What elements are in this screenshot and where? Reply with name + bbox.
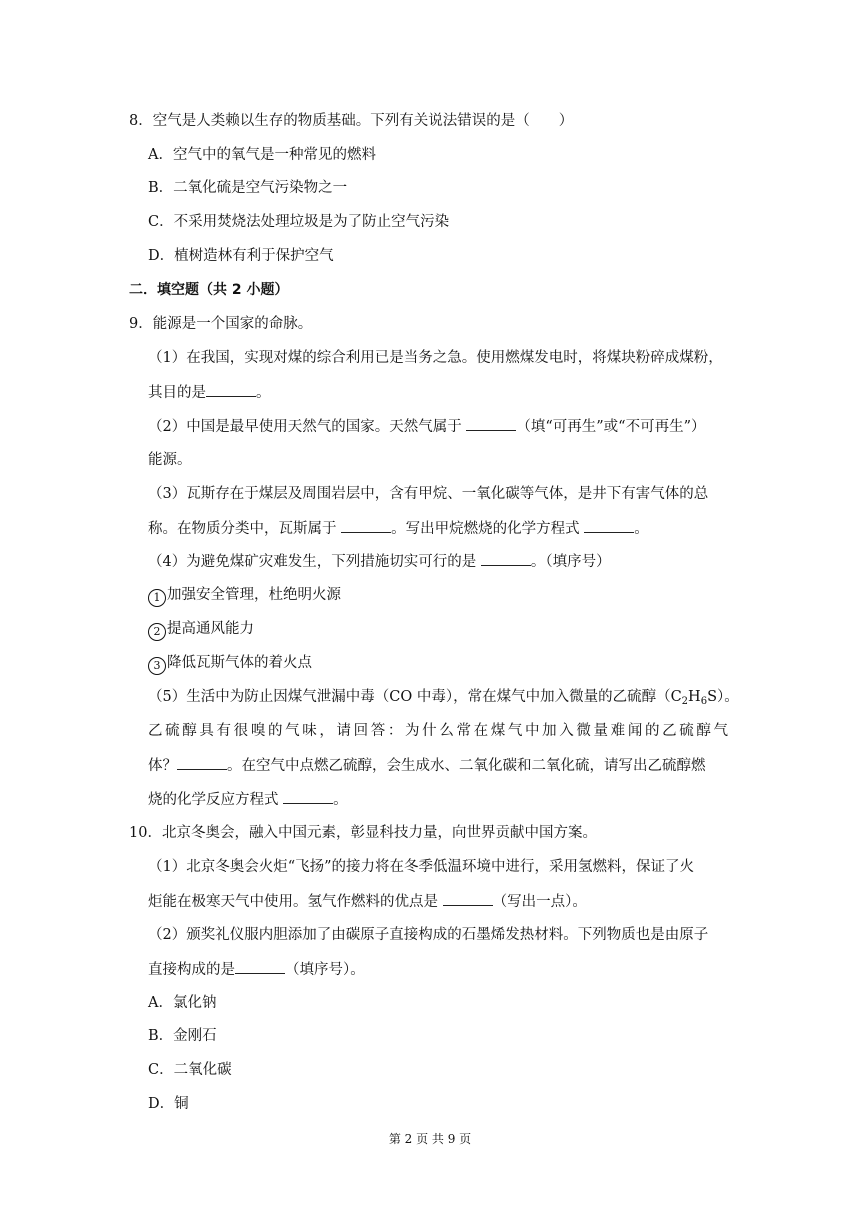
q8-option-c: C．不采用焚烧法处理垃圾是为了防止空气污染 (148, 214, 450, 230)
q10-part1-hint: （写出一点）。 (492, 894, 587, 910)
q8-option-d: D．植树造林有利于保护空气 (148, 248, 334, 264)
q9-part3-line1: （3）瓦斯存在于煤层及周围岩层中，含有甲烷、一氧化碳等气体，是井下有害气体的总 (148, 486, 709, 502)
q9-part1-answer-blank[interactable] (206, 382, 256, 397)
q9-part1-text: 其目的是 (148, 385, 206, 401)
q8-stem: 8．空气是人类赖以生存的物质基础。下列有关说法错误的是（ ） (129, 113, 574, 129)
q9-part5-text4: 烧的化学反应方程式 (148, 792, 284, 808)
q9-option-3-text: 降低瓦斯气体的着火点 (167, 655, 312, 671)
q10-part2-line1: （2）颁奖礼仪服内胆添加了由碳原子直接构成的石墨烯发热材料。下列物质也是由原子 (148, 927, 709, 943)
q9-part5-text-end: S）。 (707, 689, 739, 705)
q9-part5-line1 (148, 687, 739, 707)
q9-option-1 (148, 585, 341, 607)
circled-number-2: 2 (148, 623, 166, 641)
q10-option-c: C．二氧化碳 (148, 1062, 232, 1078)
q9-part2-line2: 能源。 (148, 452, 192, 468)
q9-part5-line2 (148, 721, 728, 741)
q9-part5-line3 (148, 755, 706, 776)
q9-part5-question: 体？ (148, 758, 177, 774)
formula-subscript-6: 6 (700, 696, 708, 707)
q9-part3-equation-blank[interactable] (584, 518, 634, 533)
q9-part2-hint: （填“可再生”或“不可再生”） (516, 419, 706, 435)
q9-part5-line2-text: 乙硫醇具有很嗅的气味，请回答：为什么常在煤气中加入微量难闻的乙硫醇气 (148, 723, 728, 739)
q9-part4-answer-blank[interactable] (481, 551, 531, 566)
q9-option-2 (148, 619, 254, 641)
q9-part4-line1 (148, 551, 611, 572)
q10-option-d: D．铜 (148, 1096, 189, 1112)
q9-part5-reason-blank[interactable] (177, 755, 227, 770)
q9-part3-text2: 。写出甲烷燃烧的化学方程式 (391, 521, 585, 537)
q9-part5-equation-blank[interactable] (283, 789, 333, 804)
q9-part3-text: 称。在物质分类中，瓦斯属于 (148, 521, 342, 537)
q10-part2-text: 直接构成的是 (148, 962, 235, 978)
q9-option-1-text: 加强安全管理，杜绝明火源 (167, 587, 341, 603)
q10-part1-line1: （1）北京冬奥会火炬“飞扬”的接力将在冬季低温环境中进行，采用氢燃料，保证了火 (148, 859, 695, 875)
formula-h: H (688, 689, 701, 705)
q9-part2-line1 (148, 416, 706, 437)
q9-part5-text3: 。在空气中点燃乙硫醇，会生成水、二氧化碳和二氧化硫，请写出乙硫醇燃 (227, 758, 706, 774)
circled-number-3: 3 (148, 657, 166, 675)
q9-part3-end: 。 (634, 521, 649, 537)
q9-part2-text: （2）中国是最早使用天然气的国家。天然气属于 (148, 419, 467, 435)
q9-part3-classification-blank[interactable] (341, 518, 391, 533)
q9-part2-answer-blank[interactable] (466, 416, 516, 431)
q9-part1-line1: （1）在我国，实现对煤的综合利用已是当务之急。使用燃煤发电时，将煤块粉碎成煤粉， (148, 350, 723, 366)
q10-part1-text: 炬能在极寒天气中使用。氢气作燃料的优点是 (148, 894, 443, 910)
q9-option-3 (148, 653, 312, 675)
q9-part1-line2 (148, 382, 271, 403)
q8-option-b: B．二氧化硫是空气污染物之一 (148, 180, 348, 196)
q9-part5-line4 (148, 789, 348, 810)
q10-option-b: B．金刚石 (148, 1028, 217, 1044)
formula-subscript-2: 2 (681, 696, 689, 707)
q10-stem: 10．北京冬奥会，融入中国元素，彰显科技力量，向世界贡献中国方案。 (129, 825, 597, 841)
q9-part5-end: 。 (333, 792, 348, 808)
q9-part3-line2 (148, 518, 649, 539)
q10-part2-hint: （填序号）。 (285, 962, 365, 978)
section-header-fill-in: 二．填空题（共 2 小题） (129, 282, 289, 298)
q10-part2-answer-blank[interactable] (235, 959, 285, 974)
circled-number-1: 1 (148, 589, 166, 607)
page-footer: 第 2 页 共 9 页 (388, 1132, 472, 1146)
q9-part4-text: （4）为避免煤矿灾难发生，下列措施切实可行的是 (148, 554, 481, 570)
q9-option-2-text: 提高通风能力 (167, 621, 254, 637)
q9-part1-end: 。 (256, 385, 271, 401)
q9-part4-hint: 。（填序号） (530, 554, 611, 570)
q9-stem: 9．能源是一个国家的命脉。 (129, 316, 313, 332)
q9-part5-text: （5）生活中为防止因煤气泄漏中毒（CO 中毒），常在煤气中加入微量的乙硫醇（C (148, 689, 682, 705)
q10-option-a: A．氯化钠 (148, 995, 217, 1011)
q10-part1-line2 (148, 891, 587, 912)
q10-part1-answer-blank[interactable] (443, 891, 493, 906)
q10-part2-line2 (148, 959, 365, 980)
q8-option-a: A．空气中的氧气是一种常见的燃料 (148, 147, 376, 163)
